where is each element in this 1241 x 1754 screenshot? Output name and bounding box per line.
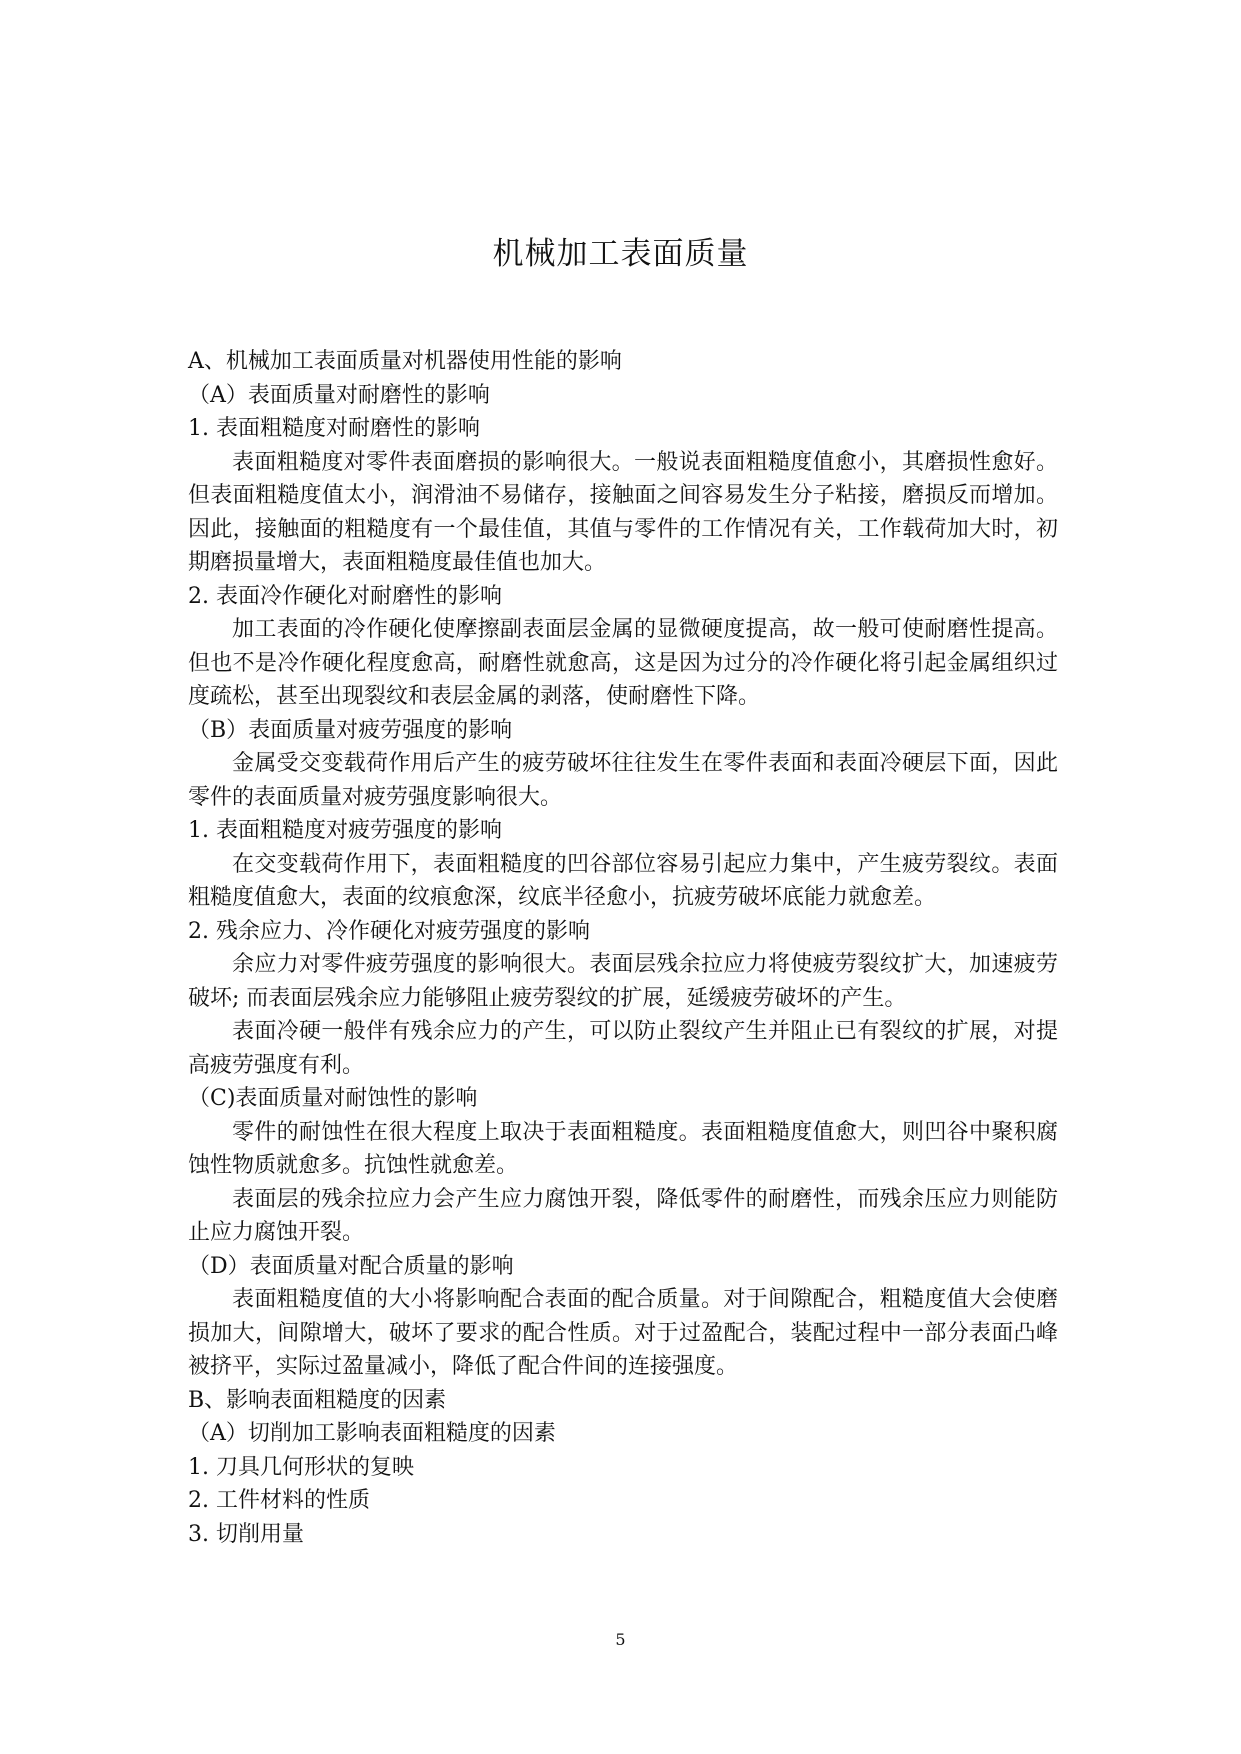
- page-number: 5: [615, 1630, 626, 1649]
- section-heading-a: A、机械加工表面质量对机器使用性能的影响: [188, 349, 622, 374]
- subsection-heading-wear: （A）表面质量对耐磨性的影响: [188, 382, 490, 408]
- subsection-heading-cutting: （A）切削加工影响表面粗糙度的因素: [188, 1421, 556, 1446]
- item-heading-roughness-wear: 1. 表面粗糙度对耐磨性的影响: [188, 416, 480, 441]
- paragraph: 表面粗糙度对零件表面磨损的影响很大。一般说表面粗糙度值愈小，其磨损性愈好。但表面粗糙度值太小，润滑油不易储存，接触面之间容易发生分子粘接，磨损反而增加。因此，接触面的粗糙度有一个最佳值，其值与零件的工作情况有关，工作载荷加大时，初期磨损量增大，表面粗糙度最佳值也加大。: [188, 449, 1058, 575]
- item-heading-roughness-fatigue: 1. 表面粗糙度对疲劳强度的影响: [188, 818, 502, 843]
- section-heading-b: B、影响表面粗糙度的因素: [188, 1387, 447, 1413]
- subsection-heading-fit: （D）表面质量对配合质量的影响: [188, 1253, 514, 1279]
- page-title: 机械加工表面质量: [492, 236, 749, 272]
- paragraph: 加工表面的冷作硬化使摩擦副表面层金属的显微硬度提高，故一般可使耐磨性提高。但也不是冷作硬化程度愈高，耐磨性就愈高，这是因为过分的冷作硬化将引起金属组织过度疏松，甚至出现裂纹和表层金属的剥落，使耐磨性下降。: [188, 617, 1058, 709]
- document-body: [188, 345, 1058, 1551]
- subsection-heading-fatigue: （B）表面质量对疲劳强度的影响: [188, 717, 513, 743]
- paragraph: 表面层的残余拉应力会产生应力腐蚀开裂，降低零件的耐磨性，而残余压应力则能防止应力腐蚀开裂。: [188, 1186, 1058, 1245]
- item-heading-residual-stress: 2. 残余应力、冷作硬化对疲劳强度的影响: [188, 918, 590, 944]
- paragraph: 表面冷硬一般伴有残余应力的产生，可以防止裂纹产生并阻止已有裂纹的扩展，对提高疲劳强度有利。: [188, 1019, 1058, 1078]
- item-heading-hardening-wear: 2. 表面冷作硬化对耐磨性的影响: [188, 583, 502, 609]
- paragraph: 表面粗糙度值的大小将影响配合表面的配合质量。对于间隙配合，粗糙度值大会使磨损加大，间隙增大，破坏了要求的配合性质。对于过盈配合，装配过程中一部分表面凸峰被挤平，实际过盈量减小，降低了配合件间的连接强度。: [188, 1287, 1058, 1379]
- list-item: 2. 工件材料的性质: [188, 1488, 370, 1513]
- paragraph: 金属受交变载荷作用后产生的疲劳破坏往往发生在零件表面和表面冷硬层下面，因此零件的表面质量对疲劳强度影响很大。: [188, 751, 1058, 810]
- paragraph: 在交变载荷作用下，表面粗糙度的凹谷部位容易引起应力集中，产生疲劳裂纹。表面粗糙度值愈大，表面的纹痕愈深，纹底半径愈小，抗疲劳破坏底能力就愈差。: [188, 851, 1058, 910]
- paragraph: 余应力对零件疲劳强度的影响很大。表面层残余拉应力将使疲劳裂纹扩大，加速疲劳破坏; 而表面层残余应力能够阻止疲劳裂纹的扩展，延缓疲劳破坏的产生。: [188, 952, 1058, 1011]
- subsection-heading-corrosion: （C)表面质量对耐蚀性的影响: [188, 1086, 478, 1111]
- list-item: 1. 刀具几何形状的复映: [188, 1454, 414, 1480]
- list-item: 3. 切削用量: [188, 1521, 304, 1547]
- paragraph: 零件的耐蚀性在很大程度上取决于表面粗糙度。表面粗糙度值愈大，则凹谷中聚积腐蚀性物质就愈多。抗蚀性就愈差。: [188, 1119, 1058, 1178]
